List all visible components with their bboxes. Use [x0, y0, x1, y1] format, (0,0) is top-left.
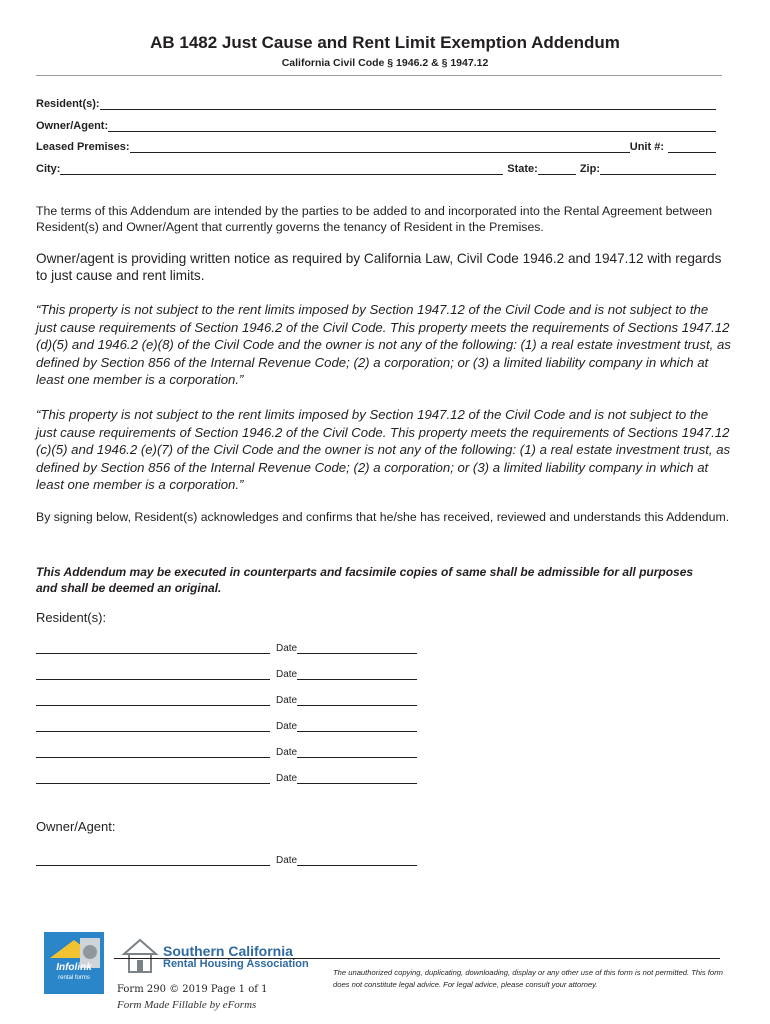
resident-signature-row[interactable]: [36, 773, 417, 784]
resident-signature-row[interactable]: [36, 669, 417, 680]
notice-paragraph: Owner/agent is providing written notice as required by California Law, Civil Code 1946.2 and 1947.12 with regards to just cause and rent limits.: [36, 251, 722, 283]
city-label: City:: [36, 163, 61, 175]
infolink-logo-text: Infolink: [56, 962, 92, 973]
unit-label: Unit #:: [629, 141, 664, 153]
residents-sign-heading: Resident(s):: [36, 610, 107, 625]
premises-field[interactable]: [36, 141, 716, 153]
resident-signature-row[interactable]: [36, 721, 417, 732]
acknowledge-paragraph: By signing below, Resident(s) acknowledges and confirms that he/she has received, reviewed and understands this Addendum.: [36, 510, 730, 524]
resident-signature-row[interactable]: [36, 747, 417, 758]
date-line[interactable]: [297, 643, 417, 654]
owner-line[interactable]: [108, 120, 716, 132]
state-label: State:: [507, 163, 538, 175]
date-line[interactable]: [297, 695, 417, 706]
form-number: Form 290 © 2019 Page 1 of 1: [117, 984, 268, 995]
date-line[interactable]: [297, 855, 417, 866]
date-line[interactable]: [297, 747, 417, 758]
zip-label: Zip:: [579, 163, 600, 175]
date-label: Date: [276, 669, 298, 680]
house-icon: [120, 936, 160, 976]
state-line[interactable]: [538, 163, 576, 175]
date-line[interactable]: [297, 669, 417, 680]
owner-label: Owner/Agent:: [36, 120, 109, 132]
owner-sign-heading: Owner/Agent:: [36, 819, 116, 834]
residents-label: Resident(s):: [36, 98, 100, 110]
zip-line[interactable]: [600, 163, 716, 175]
exemption-quote-1: “This property is not subject to the rent limits imposed by Section 1947.12 of the Civil Code and is not subject to the just cause requirements of Section 1946.2 of the Civil Code. This property meets the requirements of Sections 1947.12 (d)(5) and 1946.2 (e)(8) of the Civil Code and the owner is not any of the following: (1) a real estate investment trust, as defined by Section 856 of the Internal Revenue Code; (2) a corporation; or (3) a limited liability company in which at least one member is a corporation.”: [36, 302, 731, 388]
owner-signature-row[interactable]: [36, 855, 417, 866]
intro-paragraph: The terms of this Addendum are intended by the parties to be added to and incorporated into the Rental Agreement between Resident(s) and Owner/Agent that currently governs the tenancy of Resident in the Premises.: [36, 204, 713, 234]
signature-line[interactable]: [36, 669, 270, 680]
premises-line[interactable]: [130, 141, 630, 153]
signature-line[interactable]: [36, 855, 270, 866]
date-line[interactable]: [297, 773, 417, 784]
date-label: Date: [276, 643, 298, 654]
date-line[interactable]: [297, 721, 417, 732]
signature-line[interactable]: [36, 643, 270, 654]
association-logo: [163, 943, 309, 970]
residents-field[interactable]: [36, 98, 716, 110]
city-field[interactable]: [36, 163, 716, 175]
premises-label: Leased Premises:: [36, 141, 130, 153]
association-name-line2: Rental Housing Association: [163, 958, 309, 970]
residents-line[interactable]: [100, 98, 716, 110]
infolink-logo: [44, 932, 104, 994]
city-line[interactable]: [60, 163, 503, 175]
date-label: Date: [276, 773, 298, 784]
page-subtitle: California Civil Code § 1946.2 & § 1947.12: [281, 57, 489, 69]
date-label: Date: [276, 721, 298, 732]
signature-line[interactable]: [36, 695, 270, 706]
signature-line[interactable]: [36, 773, 270, 784]
resident-signature-row[interactable]: [36, 643, 417, 654]
date-label: Date: [276, 695, 298, 706]
unit-line[interactable]: [668, 141, 716, 153]
legal-notice: The unauthorized copying, duplicating, downloading, display or any other use of this form is not permitted. This form does not constitute legal advice. For legal advice, please consult your attorney.: [333, 968, 723, 989]
exemption-quote-2: “This property is not subject to the rent limits imposed by Section 1947.12 of the Civil Code and is not subject to the just cause requirements of Section 1946.2 of the Civil Code. This property meets the requirements of Sections 1947.12 (c)(5) and 1946.2 (e)(7) of the Civil Code and the owner is not any of the following: (1) a real estate investment trust, as defined by Section 856 of the Internal Revenue Code; (2) a corporation; or (3) a limited liability company in which at least one member is a corporation.”: [36, 407, 731, 493]
fillable-note: Form Made Fillable by eForms: [117, 999, 257, 1011]
association-name-line1: Southern California: [163, 943, 293, 959]
counterparts-paragraph: This Addendum may be executed in counterparts and facsimile copies of same shall be admissible for all purposes and shall be deemed an original.: [36, 565, 694, 595]
date-label: Date: [276, 855, 298, 866]
header-divider: [36, 75, 722, 76]
resident-signature-row[interactable]: [36, 695, 417, 706]
infolink-logo-sub: rental forms: [58, 975, 90, 981]
signature-line[interactable]: [36, 747, 270, 758]
footer-divider: [114, 958, 720, 959]
owner-field[interactable]: [36, 120, 716, 132]
date-label: Date: [276, 747, 298, 758]
signature-line[interactable]: [36, 721, 270, 732]
page-title: AB 1482 Just Cause and Rent Limit Exemption Addendum: [150, 33, 620, 52]
